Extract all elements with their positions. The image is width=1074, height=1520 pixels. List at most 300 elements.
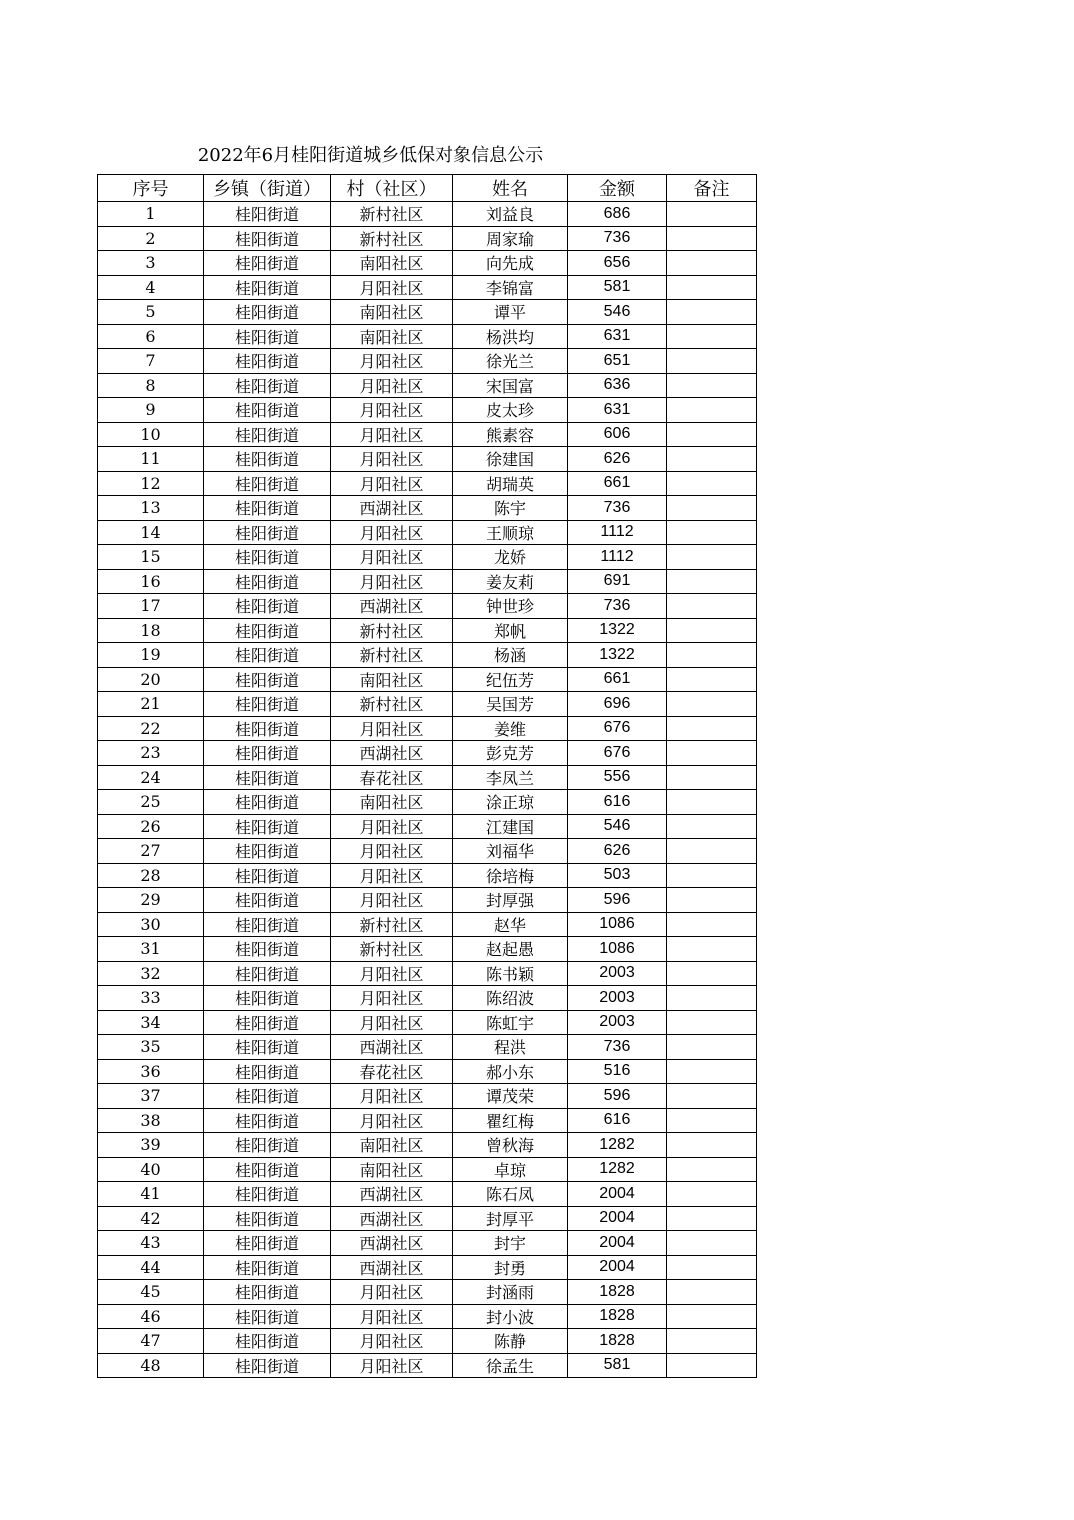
- table-row: [98, 1280, 757, 1305]
- table-row: [98, 716, 757, 741]
- cell-amount: 631: [568, 324, 667, 349]
- cell-township: 桂阳街道: [204, 1182, 331, 1207]
- table-row: [98, 1304, 757, 1329]
- cell-community: 新村社区: [331, 226, 453, 251]
- cell-index: 7: [98, 349, 204, 374]
- cell-remark: [667, 594, 757, 619]
- cell-community: 西湖社区: [331, 1035, 453, 1060]
- cell-community: 新村社区: [331, 618, 453, 643]
- cell-amount: 736: [568, 594, 667, 619]
- table-row: [98, 1059, 757, 1084]
- cell-community: 月阳社区: [331, 1280, 453, 1305]
- cell-index: 25: [98, 790, 204, 815]
- cell-amount: 2004: [568, 1255, 667, 1280]
- cell-name: 陈石凤: [453, 1182, 568, 1207]
- cell-amount: 581: [568, 1353, 667, 1378]
- cell-community: 南阳社区: [331, 667, 453, 692]
- cell-remark: [667, 1280, 757, 1305]
- table-row: [98, 1353, 757, 1378]
- table-row: [98, 961, 757, 986]
- cell-community: 西湖社区: [331, 1231, 453, 1256]
- cell-township: 桂阳街道: [204, 839, 331, 864]
- cell-community: 南阳社区: [331, 790, 453, 815]
- cell-index: 9: [98, 398, 204, 423]
- cell-township: 桂阳街道: [204, 471, 331, 496]
- cell-name: 熊素容: [453, 422, 568, 447]
- cell-amount: 1828: [568, 1280, 667, 1305]
- cell-amount: 626: [568, 839, 667, 864]
- cell-remark: [667, 986, 757, 1011]
- cell-community: 月阳社区: [331, 1108, 453, 1133]
- cell-index: 10: [98, 422, 204, 447]
- header-index: 序号: [98, 175, 204, 202]
- cell-amount: 2004: [568, 1231, 667, 1256]
- cell-index: 1: [98, 202, 204, 227]
- cell-township: 桂阳街道: [204, 226, 331, 251]
- cell-index: 48: [98, 1353, 204, 1378]
- cell-name: 封勇: [453, 1255, 568, 1280]
- cell-index: 42: [98, 1206, 204, 1231]
- cell-name: 卓琼: [453, 1157, 568, 1182]
- cell-township: 桂阳街道: [204, 961, 331, 986]
- cell-community: 月阳社区: [331, 520, 453, 545]
- table-row: [98, 373, 757, 398]
- header-name: 姓名: [453, 175, 568, 202]
- cell-community: 西湖社区: [331, 1206, 453, 1231]
- table-row: [98, 1182, 757, 1207]
- cell-community: 新村社区: [331, 643, 453, 668]
- cell-name: 江建国: [453, 814, 568, 839]
- cell-name: 陈书颖: [453, 961, 568, 986]
- cell-index: 43: [98, 1231, 204, 1256]
- cell-amount: 676: [568, 741, 667, 766]
- table-row: [98, 398, 757, 423]
- cell-township: 桂阳街道: [204, 888, 331, 913]
- cell-amount: 661: [568, 471, 667, 496]
- cell-community: 月阳社区: [331, 471, 453, 496]
- cell-remark: [667, 422, 757, 447]
- cell-township: 桂阳街道: [204, 447, 331, 472]
- cell-community: 月阳社区: [331, 373, 453, 398]
- cell-amount: 516: [568, 1059, 667, 1084]
- cell-index: 17: [98, 594, 204, 619]
- cell-township: 桂阳街道: [204, 692, 331, 717]
- cell-index: 33: [98, 986, 204, 1011]
- cell-remark: [667, 300, 757, 325]
- cell-township: 桂阳街道: [204, 986, 331, 1011]
- cell-remark: [667, 1182, 757, 1207]
- cell-name: 封厚强: [453, 888, 568, 913]
- cell-township: 桂阳街道: [204, 618, 331, 643]
- cell-township: 桂阳街道: [204, 1255, 331, 1280]
- cell-township: 桂阳街道: [204, 545, 331, 570]
- cell-index: 39: [98, 1133, 204, 1158]
- cell-community: 月阳社区: [331, 275, 453, 300]
- table-row: [98, 888, 757, 913]
- cell-township: 桂阳街道: [204, 1304, 331, 1329]
- cell-index: 40: [98, 1157, 204, 1182]
- cell-remark: [667, 226, 757, 251]
- cell-amount: 656: [568, 251, 667, 276]
- cell-index: 32: [98, 961, 204, 986]
- cell-amount: 596: [568, 888, 667, 913]
- cell-index: 27: [98, 839, 204, 864]
- cell-remark: [667, 839, 757, 864]
- cell-remark: [667, 765, 757, 790]
- cell-community: 月阳社区: [331, 349, 453, 374]
- cell-community: 月阳社区: [331, 888, 453, 913]
- table-row: [98, 790, 757, 815]
- cell-community: 新村社区: [331, 912, 453, 937]
- cell-township: 桂阳街道: [204, 863, 331, 888]
- table-row: [98, 986, 757, 1011]
- cell-name: 谭茂荣: [453, 1084, 568, 1109]
- table-row: [98, 594, 757, 619]
- cell-township: 桂阳街道: [204, 1157, 331, 1182]
- cell-remark: [667, 251, 757, 276]
- cell-community: 春花社区: [331, 765, 453, 790]
- table-row: [98, 349, 757, 374]
- cell-remark: [667, 912, 757, 937]
- cell-index: 28: [98, 863, 204, 888]
- cell-name: 曾秋海: [453, 1133, 568, 1158]
- cell-community: 西湖社区: [331, 1182, 453, 1207]
- cell-index: 14: [98, 520, 204, 545]
- cell-township: 桂阳街道: [204, 1035, 331, 1060]
- cell-township: 桂阳街道: [204, 912, 331, 937]
- cell-index: 12: [98, 471, 204, 496]
- table-row: [98, 1133, 757, 1158]
- cell-township: 桂阳街道: [204, 324, 331, 349]
- cell-remark: [667, 618, 757, 643]
- cell-community: 月阳社区: [331, 422, 453, 447]
- cell-community: 月阳社区: [331, 986, 453, 1011]
- data-table: [97, 174, 757, 1378]
- cell-community: 月阳社区: [331, 1353, 453, 1378]
- cell-remark: [667, 275, 757, 300]
- cell-community: 南阳社区: [331, 300, 453, 325]
- cell-index: 4: [98, 275, 204, 300]
- cell-index: 6: [98, 324, 204, 349]
- cell-township: 桂阳街道: [204, 398, 331, 423]
- cell-index: 47: [98, 1329, 204, 1354]
- cell-remark: [667, 1304, 757, 1329]
- cell-index: 44: [98, 1255, 204, 1280]
- cell-township: 桂阳街道: [204, 1280, 331, 1305]
- cell-name: 龙娇: [453, 545, 568, 570]
- table-row: [98, 422, 757, 447]
- cell-amount: 2004: [568, 1206, 667, 1231]
- cell-amount: 596: [568, 1084, 667, 1109]
- cell-name: 徐培梅: [453, 863, 568, 888]
- table-row: [98, 324, 757, 349]
- cell-name: 杨洪均: [453, 324, 568, 349]
- cell-index: 26: [98, 814, 204, 839]
- cell-amount: 616: [568, 790, 667, 815]
- cell-community: 西湖社区: [331, 1255, 453, 1280]
- cell-amount: 631: [568, 398, 667, 423]
- cell-index: 3: [98, 251, 204, 276]
- cell-amount: 1086: [568, 912, 667, 937]
- cell-index: 37: [98, 1084, 204, 1109]
- cell-remark: [667, 1231, 757, 1256]
- cell-remark: [667, 1059, 757, 1084]
- cell-name: 皮太珍: [453, 398, 568, 423]
- table-row: [98, 643, 757, 668]
- table-body: [98, 202, 757, 1378]
- table-row: [98, 741, 757, 766]
- cell-name: 陈宇: [453, 496, 568, 521]
- cell-name: 陈虹宇: [453, 1010, 568, 1035]
- table-row: [98, 692, 757, 717]
- cell-index: 18: [98, 618, 204, 643]
- header-remark: 备注: [667, 175, 757, 202]
- cell-index: 36: [98, 1059, 204, 1084]
- cell-remark: [667, 349, 757, 374]
- table-row: [98, 912, 757, 937]
- cell-index: 21: [98, 692, 204, 717]
- cell-township: 桂阳街道: [204, 716, 331, 741]
- cell-remark: [667, 790, 757, 815]
- cell-name: 郑帆: [453, 618, 568, 643]
- cell-remark: [667, 888, 757, 913]
- cell-community: 西湖社区: [331, 496, 453, 521]
- cell-amount: 736: [568, 496, 667, 521]
- cell-township: 桂阳街道: [204, 643, 331, 668]
- cell-township: 桂阳街道: [204, 569, 331, 594]
- cell-amount: 606: [568, 422, 667, 447]
- cell-township: 桂阳街道: [204, 300, 331, 325]
- table-row: [98, 1206, 757, 1231]
- cell-township: 桂阳街道: [204, 937, 331, 962]
- cell-index: 29: [98, 888, 204, 913]
- cell-community: 月阳社区: [331, 839, 453, 864]
- header-township: 乡镇（街道）: [204, 175, 331, 202]
- table-row: [98, 863, 757, 888]
- cell-township: 桂阳街道: [204, 422, 331, 447]
- cell-community: 新村社区: [331, 202, 453, 227]
- cell-amount: 1086: [568, 937, 667, 962]
- cell-amount: 1282: [568, 1133, 667, 1158]
- cell-remark: [667, 1133, 757, 1158]
- cell-amount: 691: [568, 569, 667, 594]
- table-row: [98, 618, 757, 643]
- cell-amount: 2003: [568, 961, 667, 986]
- cell-name: 李锦富: [453, 275, 568, 300]
- cell-name: 郝小东: [453, 1059, 568, 1084]
- cell-index: 35: [98, 1035, 204, 1060]
- cell-amount: 651: [568, 349, 667, 374]
- page-title: 2022年6月桂阳街道城乡低保对象信息公示: [197, 145, 544, 166]
- cell-township: 桂阳街道: [204, 1108, 331, 1133]
- cell-amount: 686: [568, 202, 667, 227]
- cell-township: 桂阳街道: [204, 1133, 331, 1158]
- cell-remark: [667, 667, 757, 692]
- cell-township: 桂阳街道: [204, 1206, 331, 1231]
- cell-remark: [667, 202, 757, 227]
- table-row: [98, 545, 757, 570]
- cell-community: 春花社区: [331, 1059, 453, 1084]
- cell-index: 38: [98, 1108, 204, 1133]
- cell-index: 20: [98, 667, 204, 692]
- table-row: [98, 251, 757, 276]
- cell-name: 向先成: [453, 251, 568, 276]
- cell-amount: 546: [568, 300, 667, 325]
- cell-amount: 736: [568, 1035, 667, 1060]
- cell-index: 22: [98, 716, 204, 741]
- table-row: [98, 1255, 757, 1280]
- cell-township: 桂阳街道: [204, 202, 331, 227]
- cell-amount: 1322: [568, 643, 667, 668]
- cell-amount: 1828: [568, 1329, 667, 1354]
- cell-index: 41: [98, 1182, 204, 1207]
- cell-township: 桂阳街道: [204, 520, 331, 545]
- cell-amount: 1828: [568, 1304, 667, 1329]
- cell-name: 徐光兰: [453, 349, 568, 374]
- cell-index: 11: [98, 447, 204, 472]
- table-row: [98, 1231, 757, 1256]
- cell-community: 月阳社区: [331, 398, 453, 423]
- cell-name: 徐孟生: [453, 1353, 568, 1378]
- cell-community: 月阳社区: [331, 1329, 453, 1354]
- cell-remark: [667, 1353, 757, 1378]
- cell-remark: [667, 1084, 757, 1109]
- cell-township: 桂阳街道: [204, 1231, 331, 1256]
- cell-amount: 2003: [568, 986, 667, 1011]
- cell-community: 月阳社区: [331, 569, 453, 594]
- table-row: [98, 1108, 757, 1133]
- cell-name: 陈绍波: [453, 986, 568, 1011]
- cell-index: 34: [98, 1010, 204, 1035]
- cell-name: 姜友莉: [453, 569, 568, 594]
- cell-remark: [667, 373, 757, 398]
- cell-remark: [667, 545, 757, 570]
- cell-name: 姜维: [453, 716, 568, 741]
- cell-amount: 696: [568, 692, 667, 717]
- cell-township: 桂阳街道: [204, 594, 331, 619]
- table-row: [98, 275, 757, 300]
- table-row: [98, 300, 757, 325]
- cell-name: 陈静: [453, 1329, 568, 1354]
- cell-remark: [667, 496, 757, 521]
- cell-amount: 661: [568, 667, 667, 692]
- cell-name: 钟世珍: [453, 594, 568, 619]
- cell-community: 西湖社区: [331, 594, 453, 619]
- cell-township: 桂阳街道: [204, 1010, 331, 1035]
- cell-name: 周家瑜: [453, 226, 568, 251]
- cell-township: 桂阳街道: [204, 667, 331, 692]
- cell-remark: [667, 1035, 757, 1060]
- cell-index: 8: [98, 373, 204, 398]
- cell-name: 封厚平: [453, 1206, 568, 1231]
- cell-name: 赵华: [453, 912, 568, 937]
- cell-remark: [667, 863, 757, 888]
- cell-amount: 626: [568, 447, 667, 472]
- table-row: [98, 814, 757, 839]
- table-row: [98, 765, 757, 790]
- table-row: [98, 569, 757, 594]
- cell-township: 桂阳街道: [204, 251, 331, 276]
- cell-remark: [667, 741, 757, 766]
- cell-community: 新村社区: [331, 937, 453, 962]
- cell-name: 封宇: [453, 1231, 568, 1256]
- cell-community: 南阳社区: [331, 324, 453, 349]
- cell-name: 彭克芳: [453, 741, 568, 766]
- cell-township: 桂阳街道: [204, 349, 331, 374]
- cell-index: 2: [98, 226, 204, 251]
- cell-index: 15: [98, 545, 204, 570]
- table-row: [98, 937, 757, 962]
- cell-index: 13: [98, 496, 204, 521]
- cell-remark: [667, 447, 757, 472]
- cell-township: 桂阳街道: [204, 496, 331, 521]
- cell-amount: 736: [568, 226, 667, 251]
- table-row: [98, 667, 757, 692]
- cell-name: 封小波: [453, 1304, 568, 1329]
- cell-remark: [667, 937, 757, 962]
- table-row: [98, 839, 757, 864]
- cell-amount: 556: [568, 765, 667, 790]
- cell-name: 徐建国: [453, 447, 568, 472]
- cell-township: 桂阳街道: [204, 1329, 331, 1354]
- cell-amount: 676: [568, 716, 667, 741]
- cell-community: 南阳社区: [331, 1133, 453, 1158]
- cell-amount: 636: [568, 373, 667, 398]
- table-row: [98, 1010, 757, 1035]
- cell-name: 李凤兰: [453, 765, 568, 790]
- cell-index: 31: [98, 937, 204, 962]
- cell-name: 瞿红梅: [453, 1108, 568, 1133]
- cell-name: 赵起愚: [453, 937, 568, 962]
- cell-community: 月阳社区: [331, 716, 453, 741]
- header-row: [98, 175, 757, 202]
- cell-remark: [667, 1010, 757, 1035]
- cell-community: 新村社区: [331, 692, 453, 717]
- cell-name: 纪伍芳: [453, 667, 568, 692]
- cell-township: 桂阳街道: [204, 373, 331, 398]
- cell-name: 吴国芳: [453, 692, 568, 717]
- cell-amount: 503: [568, 863, 667, 888]
- cell-township: 桂阳街道: [204, 1353, 331, 1378]
- cell-township: 桂阳街道: [204, 275, 331, 300]
- table-row: [98, 471, 757, 496]
- cell-index: 46: [98, 1304, 204, 1329]
- cell-amount: 1112: [568, 545, 667, 570]
- cell-community: 南阳社区: [331, 1157, 453, 1182]
- cell-community: 月阳社区: [331, 1084, 453, 1109]
- cell-amount: 1282: [568, 1157, 667, 1182]
- cell-remark: [667, 716, 757, 741]
- cell-index: 5: [98, 300, 204, 325]
- cell-remark: [667, 1157, 757, 1182]
- cell-remark: [667, 814, 757, 839]
- cell-community: 月阳社区: [331, 545, 453, 570]
- cell-name: 程洪: [453, 1035, 568, 1060]
- header-amount: 金额: [568, 175, 667, 202]
- cell-amount: 2003: [568, 1010, 667, 1035]
- cell-index: 23: [98, 741, 204, 766]
- cell-amount: 581: [568, 275, 667, 300]
- table-row: [98, 1035, 757, 1060]
- cell-community: 月阳社区: [331, 1010, 453, 1035]
- cell-name: 宋国富: [453, 373, 568, 398]
- cell-name: 刘福华: [453, 839, 568, 864]
- cell-township: 桂阳街道: [204, 741, 331, 766]
- cell-remark: [667, 1329, 757, 1354]
- cell-remark: [667, 1255, 757, 1280]
- cell-name: 谭平: [453, 300, 568, 325]
- cell-amount: 546: [568, 814, 667, 839]
